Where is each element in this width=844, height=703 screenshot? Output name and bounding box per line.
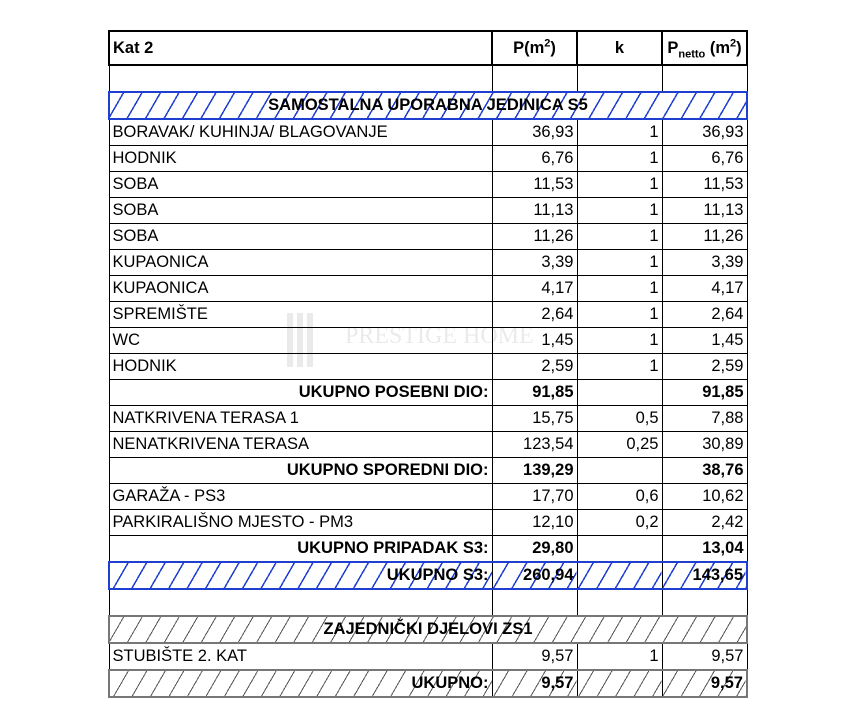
room-name: KUPAONICA [109,250,492,276]
room-name: HODNIK [109,354,492,380]
total-main-row [109,380,747,406]
column-net-header: $P_{netto}$ $(m^2)$ [662,31,747,65]
room-coefficient: 1 [577,328,662,354]
table-row [109,146,747,172]
spacer-row [109,65,747,92]
table-row [109,643,747,670]
room-area: 3,39 [492,250,577,276]
empty-cell [662,65,747,92]
room-coefficient: 0,6 [577,484,662,510]
room-name: NENATKRIVENA TERASA [109,432,492,458]
room-area: 1,45 [492,328,577,354]
room-net-area: 3,39 [662,250,747,276]
room-area: 15,75 [492,406,577,432]
table-row [109,484,747,510]
room-name: STUBIŠTE 2. KAT [109,643,492,670]
empty-cell [577,589,662,616]
room-area: 6,76 [492,146,577,172]
section-title: ZAJEDNIČKI DJELOVI ZS1 [109,616,747,643]
room-coefficient: 1 [577,354,662,380]
table-row [109,510,747,536]
room-area: 17,70 [492,484,577,510]
room-area: 12,10 [492,510,577,536]
room-net-area: 2,42 [662,510,747,536]
room-coefficient: 0,5 [577,406,662,432]
total-label: UKUPNO PRIPADAK S3: [109,536,492,563]
total-net-area: 143,65 [662,562,747,589]
room-area: 2,59 [492,354,577,380]
table-row [109,432,747,458]
room-coefficient: 1 [577,643,662,670]
room-name: BORAVAK/ KUHINJA/ BLAGOVANJE [109,119,492,146]
total-unit-row [109,562,747,589]
total-area: 9,57 [492,670,577,697]
column-area-header: $P(m^2)$ [492,31,577,65]
spacer-row [109,589,747,616]
room-coefficient: 1 [577,276,662,302]
total-appurtenance-row [109,536,747,563]
table-row [109,172,747,198]
empty-cell [492,589,577,616]
room-coefficient: 0,2 [577,510,662,536]
table-row [109,250,747,276]
empty-cell [109,65,492,92]
room-area: 2,64 [492,302,577,328]
total-coefficient [577,562,662,589]
total-label: UKUPNO POSEBNI DIO: [109,380,492,406]
watermark-text: PRESTIGE HOME [345,323,534,349]
empty-cell [662,589,747,616]
table-row [109,276,747,302]
table-row [109,302,747,328]
total-label: UKUPNO S3: [109,562,492,589]
room-net-area: 11,13 [662,198,747,224]
room-net-area: 11,53 [662,172,747,198]
empty-cell [492,65,577,92]
total-label: UKUPNO: [109,670,492,697]
floor-label: Kat 2 [109,31,492,65]
room-area: 11,53 [492,172,577,198]
room-area: 11,13 [492,198,577,224]
room-name: NATKRIVENA TERASA 1 [109,406,492,432]
room-net-area: 36,93 [662,119,747,146]
room-name: SOBA [109,198,492,224]
room-net-area: 30,89 [662,432,747,458]
room-coefficient: 0,25 [577,432,662,458]
total-secondary-row [109,458,747,484]
total-coefficient [577,380,662,406]
room-name: GARAŽA - PS3 [109,484,492,510]
room-name: SPREMIŠTE [109,302,492,328]
room-name: SOBA [109,224,492,250]
total-area: 91,85 [492,380,577,406]
room-net-area: 4,17 [662,276,747,302]
total-coefficient [577,670,662,697]
room-coefficient: 1 [577,146,662,172]
room-net-area: 2,64 [662,302,747,328]
room-area: 123,54 [492,432,577,458]
room-name: HODNIK [109,146,492,172]
table-row [109,119,747,146]
table-row [109,406,747,432]
total-common-row [109,670,747,697]
room-coefficient: 1 [577,302,662,328]
room-area: 4,17 [492,276,577,302]
empty-cell [109,589,492,616]
table-row [109,354,747,380]
column-k-header: k [577,31,662,65]
total-area: 139,29 [492,458,577,484]
total-net-area: 9,57 [662,670,747,697]
room-name: KUPAONICA [109,276,492,302]
total-label: UKUPNO SPOREDNI DIO: [109,458,492,484]
total-coefficient [577,458,662,484]
common-title-row [109,616,747,643]
table-row [109,224,747,250]
room-area: 11,26 [492,224,577,250]
total-area: 260,94 [492,562,577,589]
section-title: SAMOSTALNA UPORABNA JEDINICA S5 [109,92,747,119]
room-net-area: 1,45 [662,328,747,354]
total-coefficient [577,536,662,563]
room-coefficient: 1 [577,224,662,250]
room-net-area: 10,62 [662,484,747,510]
room-coefficient: 1 [577,119,662,146]
table-header [109,31,747,65]
table-row [109,328,747,354]
total-net-area: 91,85 [662,380,747,406]
room-net-area: 11,26 [662,224,747,250]
room-net-area: 7,88 [662,406,747,432]
room-coefficient: 1 [577,250,662,276]
area-table [108,30,748,698]
room-net-area: 6,76 [662,146,747,172]
total-net-area: 38,76 [662,458,747,484]
room-coefficient: 1 [577,172,662,198]
table-row [109,198,747,224]
total-net-area: 13,04 [662,536,747,563]
unit-title-row [109,92,747,119]
room-area: 36,93 [492,119,577,146]
room-name: SOBA [109,172,492,198]
empty-cell [577,65,662,92]
room-name: WC [109,328,492,354]
room-coefficient: 1 [577,198,662,224]
room-area: 9,57 [492,643,577,670]
total-area: 29,80 [492,536,577,563]
room-net-area: 2,59 [662,354,747,380]
room-name: PARKIRALIŠNO MJESTO - PM3 [109,510,492,536]
room-net-area: 9,57 [662,643,747,670]
